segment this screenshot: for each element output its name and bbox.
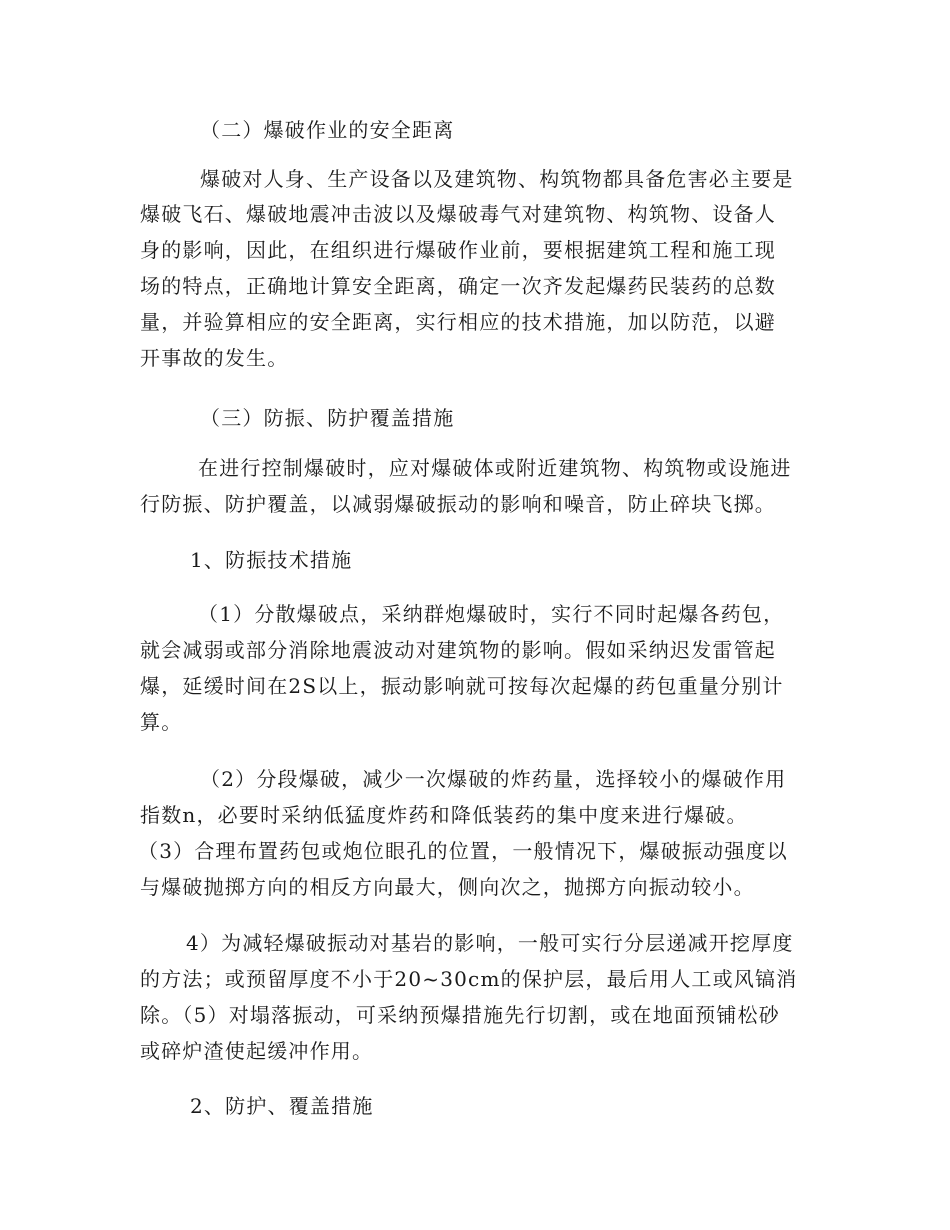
paragraph-line: 在进行控制爆破时，应对爆破体或附近建筑物、构筑物或设施进 bbox=[198, 456, 792, 480]
paragraph-line: 爆破对人身、生产设备以及建筑物、构筑物都具备危害必主要是 bbox=[200, 167, 794, 191]
paragraph-line: 或碎炉渣使起缓冲作用。 bbox=[140, 1039, 374, 1063]
subsection-heading: 1、防振技术措施 bbox=[190, 548, 353, 572]
paragraph-line: 算。 bbox=[140, 710, 183, 734]
paragraph-line: 4）为减轻爆破振动对基岩的影响，一般可实行分层递减开挖厚度 bbox=[186, 931, 794, 955]
paragraph-line: 的方法；或预留厚度不小于20~30cm的保护层，最后用人工或风镐消 bbox=[140, 967, 798, 991]
paragraph-line: 场的特点，正确地计算安全距离，确定一次齐发起爆药民装药的总数 bbox=[140, 274, 776, 298]
paragraph-line: 指数n，必要时采纳低猛度炸药和降低装药的集中度来进行爆破。 bbox=[140, 803, 748, 827]
paragraph-line: 量，并验算相应的安全距离，实行相应的技术措施，加以防范，以避 bbox=[140, 310, 776, 334]
section-heading: （三）防振、防护覆盖措施 bbox=[200, 406, 455, 430]
paragraph-line: 行防振、防护覆盖，以减弱爆破振动的影响和噪音，防止碎块飞掷。 bbox=[140, 492, 776, 516]
paragraph-line: 开事故的发生。 bbox=[140, 346, 289, 370]
paragraph-line: （2）分段爆破，减少一次爆破的炸药量，选择较小的爆破作用 bbox=[200, 767, 787, 791]
paragraph-line: 爆，延缓时间在2S以上，振动影响就可按每次起爆的药包重量分别计 bbox=[140, 674, 784, 698]
paragraph-line: 与爆破抛掷方向的相反方向最大，侧向次之，抛掷方向振动较小。 bbox=[140, 875, 755, 899]
paragraph-line: （1）分散爆破点，采纳群炮爆破时，实行不同时起爆各药包， bbox=[198, 602, 785, 626]
section-heading: （二）爆破作业的安全距离 bbox=[200, 118, 455, 142]
paragraph-line: 就会减弱或部分消除地震波动对建筑物的影响。假如采纳迟发雷管起 bbox=[140, 638, 776, 662]
subsection-heading: 2、防护、覆盖措施 bbox=[190, 1094, 374, 1118]
paragraph-line: 爆破飞石、爆破地震冲击波以及爆破毒气对建筑物、构筑物、设备人 bbox=[140, 202, 776, 226]
paragraph-line: 身的影响，因此，在组织进行爆破作业前，要根据建筑工程和施工现 bbox=[140, 238, 776, 262]
paragraph-line: 除。（5）对塌落振动，可采纳预爆措施先行切割，或在地面预铺松砂 bbox=[140, 1003, 780, 1027]
paragraph-line: （3）合理布置药包或炮位眼孔的位置，一般情况下，爆破振动强度以 bbox=[138, 839, 788, 863]
